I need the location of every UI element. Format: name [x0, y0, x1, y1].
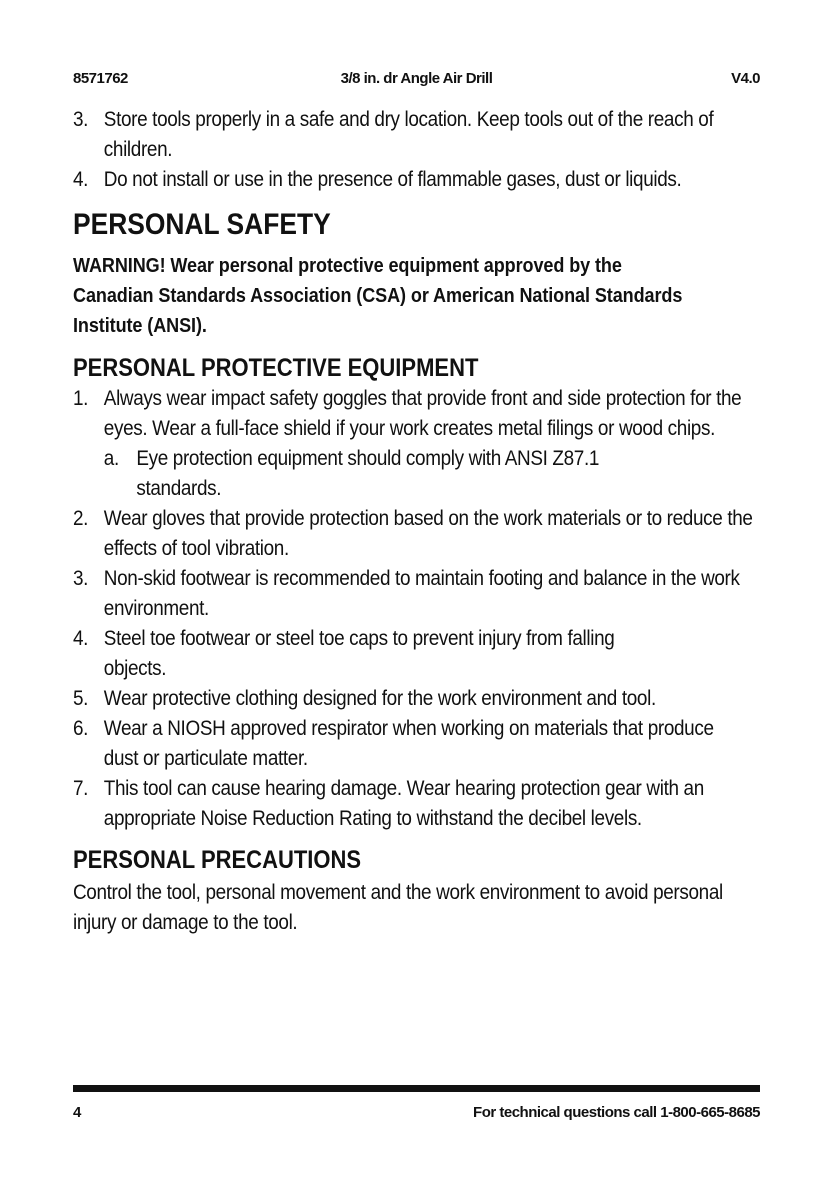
manual-page — [73, 0, 760, 1192]
item-text: Steel toe footwear or steel toe caps to prevent injury from falling objects. — [103, 626, 615, 680]
page-content — [73, 104, 768, 937]
list-item — [73, 683, 790, 713]
ppe-list — [73, 383, 768, 833]
item-number: 2. — [73, 506, 89, 530]
item-number: 5. — [73, 686, 89, 710]
item-number: 6. — [73, 716, 89, 740]
item-number: 7. — [73, 776, 89, 800]
precautions-text: Control the tool, personal movement and the work environment to avoid personal injury or damage to the tool. — [73, 880, 723, 934]
list-item — [73, 623, 790, 683]
item-number: 3. — [73, 107, 89, 131]
list-item — [73, 164, 790, 194]
item-number: 4. — [73, 626, 89, 650]
support-phone: For technical questions call 1-800-665-8685 — [473, 1104, 760, 1121]
list-item — [73, 503, 790, 563]
page-header — [73, 70, 760, 90]
item-letter: a. — [103, 446, 119, 470]
list-item — [73, 104, 790, 164]
list-item — [73, 383, 790, 443]
item-text: Eye protection equipment should comply with ANSI Z87.1 standards. — [136, 446, 600, 500]
item-text: Non-skid footwear is recommended to maintain footing and balance in the work environment. — [103, 566, 740, 620]
footer-rule — [73, 1085, 760, 1092]
precautions-heading: PERSONAL PRECAUTIONS — [73, 846, 362, 874]
item-text: Wear gloves that provide protection based on the work materials or to reduce the effects of tool vibration. — [103, 506, 753, 560]
list-item — [73, 773, 790, 833]
ppe-heading: PERSONAL PROTECTIVE EQUIPMENT — [73, 354, 479, 382]
document-title: 3/8 in. dr Angle Air Drill — [340, 70, 493, 87]
list-item — [73, 713, 790, 773]
part-number: 8571762 — [73, 70, 128, 87]
item-text: Wear a NIOSH approved respirator when working on materials that produce dust or particulate matter. — [103, 716, 714, 770]
sub-list-item — [73, 443, 823, 503]
storage-list — [73, 104, 768, 194]
version-label: V4.0 — [731, 70, 760, 87]
item-text: Do not install or use in the presence of flammable gases, dust or liquids. — [103, 167, 682, 191]
item-text: Wear protective clothing designed for the work environment and tool. — [103, 686, 656, 710]
item-number: 3. — [73, 566, 89, 590]
item-number: 4. — [73, 167, 89, 191]
safety-warning: WARNING! Wear personal protective equipment approved by the Canadian Standards Association (CSA) or American National Standards Institute (ANSI). — [73, 254, 683, 337]
page-number: 4 — [73, 1104, 81, 1121]
personal-safety-heading: PERSONAL SAFETY — [73, 208, 331, 241]
item-number: 1. — [73, 386, 89, 410]
page-footer — [73, 1104, 760, 1124]
item-text: This tool can cause hearing damage. Wear hearing protection gear with an appropriate Noise Reduction Rating to withstand the decibel levels. — [103, 776, 704, 830]
list-item — [73, 563, 790, 623]
item-text: Always wear impact safety goggles that provide front and side protection for the eyes. Wear a full-face shield if your work creates metal filings or wood chips. — [103, 386, 742, 440]
item-text: Store tools properly in a safe and dry location. Keep tools out of the reach of children. — [103, 107, 714, 161]
